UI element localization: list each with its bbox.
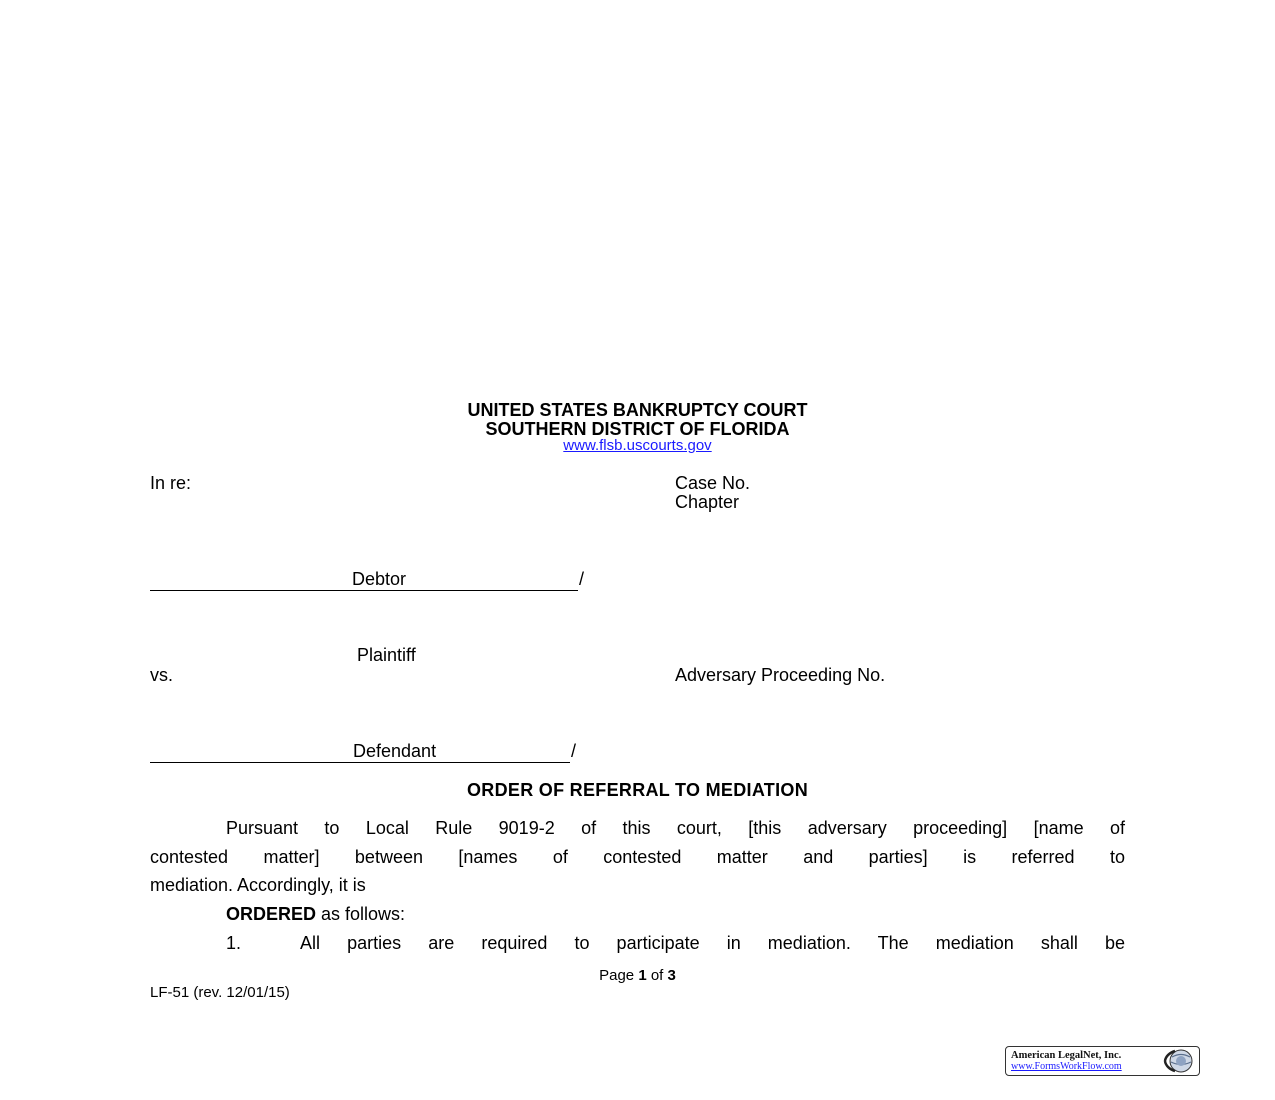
item-1-number: 1. <box>226 933 242 953</box>
chapter-label: Chapter <box>675 492 740 512</box>
page-current: 1 <box>638 967 647 984</box>
legalnet-badge[interactable] <box>1005 1046 1200 1076</box>
body-text: Pursuant to Local Rule 9019-2 of this court, [this adversary proceeding] [name of <box>226 818 1125 838</box>
court-district: SOUTHERN DISTRICT OF FLORIDA <box>485 419 790 439</box>
page-total: 3 <box>667 967 676 984</box>
case-no-label: Case No. <box>675 473 751 493</box>
page-word: Page <box>599 967 635 984</box>
ordered-keyword: ORDERED <box>226 904 317 924</box>
adversary-proceeding-label: Adversary Proceeding No. <box>675 665 886 685</box>
page-of: of <box>650 967 664 984</box>
plaintiff-label: Plaintiff <box>357 645 416 665</box>
badge-company: American LegalNet, Inc. <box>1011 1050 1122 1061</box>
ordered-line <box>226 904 405 925</box>
court-name: UNITED STATES BANKRUPTCY COURT <box>467 400 808 420</box>
ordered-rest: as follows: <box>316 904 406 924</box>
page-number <box>0 967 1275 984</box>
order-title: ORDER OF REFERRAL TO MEDIATION <box>466 780 808 800</box>
defendant-slash: / <box>571 741 577 761</box>
globe-logo-icon <box>1161 1048 1197 1074</box>
body-paragraph-line-3: mediation. Accordingly, it is <box>150 875 366 895</box>
badge-url-link[interactable]: www.FormsWorkFlow.com <box>1011 1061 1122 1072</box>
court-website-link[interactable]: www.flsb.uscourts.gov <box>563 437 712 454</box>
vs-label: vs. <box>150 665 174 685</box>
body-paragraph-line-2: contested matter] between [names of contested matter and parties] is referred to <box>150 847 1125 867</box>
defendant-label: Defendant <box>353 741 437 761</box>
debtor-slash: / <box>579 569 585 589</box>
in-re-label: In re: <box>150 473 192 493</box>
item-1-text: All parties are required to participate in mediation. The mediation shall be <box>300 933 1125 953</box>
debtor-label: Debtor <box>352 569 407 589</box>
body-paragraph-line-1 <box>150 814 1125 843</box>
form-id: LF-51 (rev. 12/01/15) <box>150 984 290 1001</box>
